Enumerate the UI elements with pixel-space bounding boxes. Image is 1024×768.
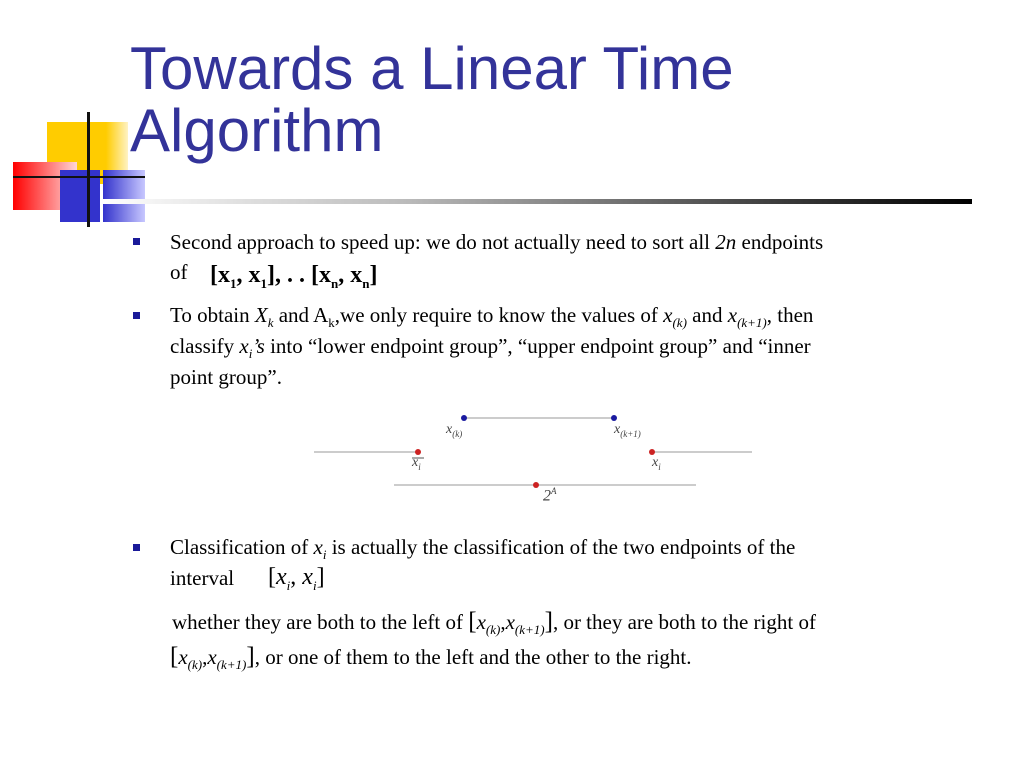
- dot-xk: [461, 415, 467, 421]
- label-xi-left: $x_i$: [412, 455, 421, 472]
- bullet-marker-3: [133, 544, 140, 551]
- continuation-line-1: whether they are both to the left of $[x_{(k)},x_{(k+1)}]$, or they are both to the right of: [172, 608, 816, 638]
- label-xi-right: $x_i$: [652, 455, 661, 472]
- bullet-3-line-1: Classification of $x_i$ is actually the classification of the two endpoints of the: [170, 535, 796, 563]
- deco-vertical-line: [87, 112, 90, 227]
- label-xk1: $x_{(k+1)}$: [614, 422, 641, 439]
- dot-2A: [533, 482, 539, 488]
- label-xk: $x_{(k)}$: [446, 422, 463, 439]
- formula-range-1: $[x_{(k)},x_{(k+1)}]$: [468, 608, 553, 638]
- label-2A: $2^A$: [543, 486, 557, 505]
- title-rule: [100, 199, 972, 204]
- bullet-2-line-2: classify $x_i’s$ into “lower endpoint group”, “upper endpoint group” and “inner: [170, 334, 811, 362]
- bullet-marker-2: [133, 312, 140, 319]
- formula-interval: [$x_i$, $x_i$]: [268, 564, 325, 593]
- bullet-2-line-3: point group”.: [170, 365, 282, 389]
- title-line-1: Towards a Linear Time: [130, 35, 734, 102]
- formula-range-2: $[x_{(k)},x_{(k+1)}]$: [170, 643, 255, 673]
- deco-horizontal-line: [13, 176, 145, 178]
- bullet-1-of: of: [170, 260, 188, 284]
- bullet-marker-1: [133, 238, 140, 245]
- bullet-3-interval-label: interval: [170, 566, 235, 590]
- formula-endpoints: [$x_1$, $x_1$], . . [$x_n$, $x_n$]: [210, 262, 378, 291]
- dot-xk1: [611, 415, 617, 421]
- bullet-2-line-1: To obtain $X_k$ and $A_k,we$ only require to know the values of $x_{(k)}$ and $x_{(k+1)}$, then: [170, 303, 814, 331]
- title-line-2: Algorithm: [130, 97, 384, 164]
- continuation-line-2: $[x_{(k)},x_{(k+1)}]$, or one of them to the left and the other to the right.: [170, 643, 692, 673]
- slide-title: [130, 35, 990, 164]
- bullet-1-text: Second approach to speed up: we do not actually need to sort all 2n endpoints: [170, 230, 824, 254]
